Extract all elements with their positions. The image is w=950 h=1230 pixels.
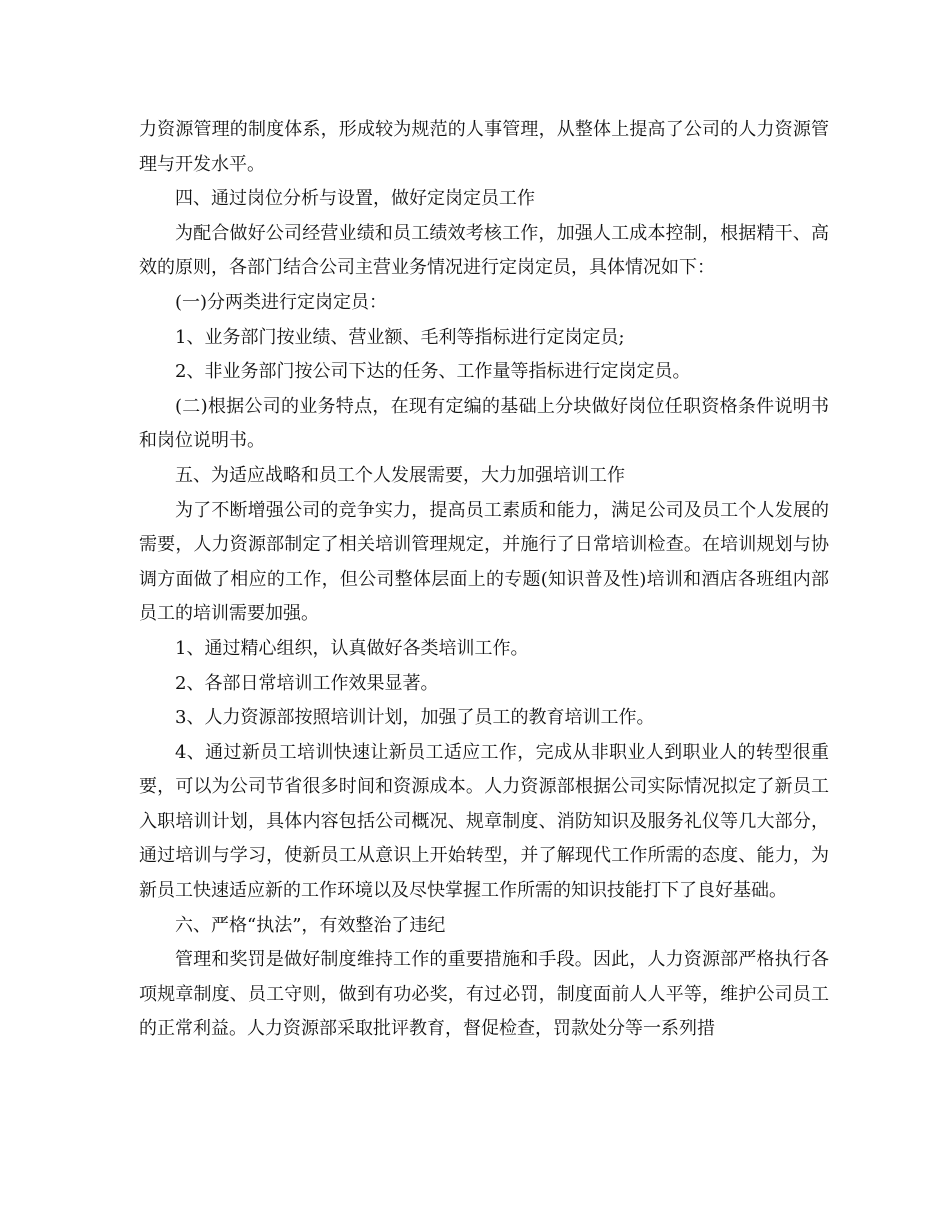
list-item: 1、通过精心组织，认真做好各类培训工作。 bbox=[175, 637, 529, 659]
section-heading-6: 六、严格“执法”，有效整治了违纪 bbox=[175, 914, 446, 936]
section-heading-4: 四、通过岗位分析与设置，做好定岗定员工作 bbox=[175, 188, 535, 210]
list-item: 3、人力资源部按照培训计划，加强了员工的教育培训工作。 bbox=[175, 707, 655, 729]
paragraph: 为配合做好公司经营业绩和员工绩效考核工作，加强人工成本控制，根据精干、高效的原则，各部门结合公司主营业务情况进行定岗定员，具体情况如下： bbox=[139, 222, 829, 279]
paragraph-continuation: 力资源管理的制度体系，形成较为规范的人事管理，从整体上提高了公司的人力资源管理与开发水平。 bbox=[139, 119, 829, 175]
list-item: (一)分两类进行定岗定员： bbox=[175, 291, 388, 313]
list-item: 2、非业务部门按公司下达的任务、工作量等指标进行定岗定员。 bbox=[175, 361, 691, 383]
list-item: 4、通过新员工培训快速让新员工适应工作，完成从非职业人到职业人的转型很重要，可以为公司节省很多时间和资源成本。人力资源部根据公司实际情况拟定了新员工入职培训计划，具体内容包括公司概况、规章制度、消防知识及服务礼仪等几大部分，通过培训与学习，使新员工从意识上开始转型，并了解现代工作所需的态度、能力，为新员工快速适应新的工作环境以及尽快掌握工作所需的知识技能打下了良好基础。 bbox=[139, 741, 829, 902]
paragraph: 管理和奖罚是做好制度维持工作的重要措施和手段。因此，人力资源部严格执行各项规章制度、员工守则，做到有功必奖，有过必罚，制度面前人人平等，维护公司员工的正常利益。人力资源部采取批评教育，督促检查，罚款处分等一系列措 bbox=[139, 949, 829, 1040]
document-body bbox=[139, 113, 829, 1047]
list-item: 2、各部日常培训工作效果显著。 bbox=[175, 672, 439, 694]
list-item: 1、业务部门按业绩、营业额、毛利等指标进行定岗定员; bbox=[175, 326, 625, 348]
list-item: (二)根据公司的业务特点，在现有定编的基础上分块做好岗位任职资格条件说明书和岗位说明书。 bbox=[139, 395, 829, 452]
section-heading-5: 五、为适应战略和员工个人发展需要，大力加强培训工作 bbox=[175, 464, 625, 486]
paragraph: 为了不断增强公司的竞争实力，提高员工素质和能力，满足公司及员工个人发展的需要，人力资源部制定了相关培训管理规定，并施行了日常培训检查。在培训规划与协调方面做了相应的工作，但公司整体层面上的专题(知识普及性)培训和酒店各班组内部员工的培训需要加强。 bbox=[139, 499, 829, 625]
